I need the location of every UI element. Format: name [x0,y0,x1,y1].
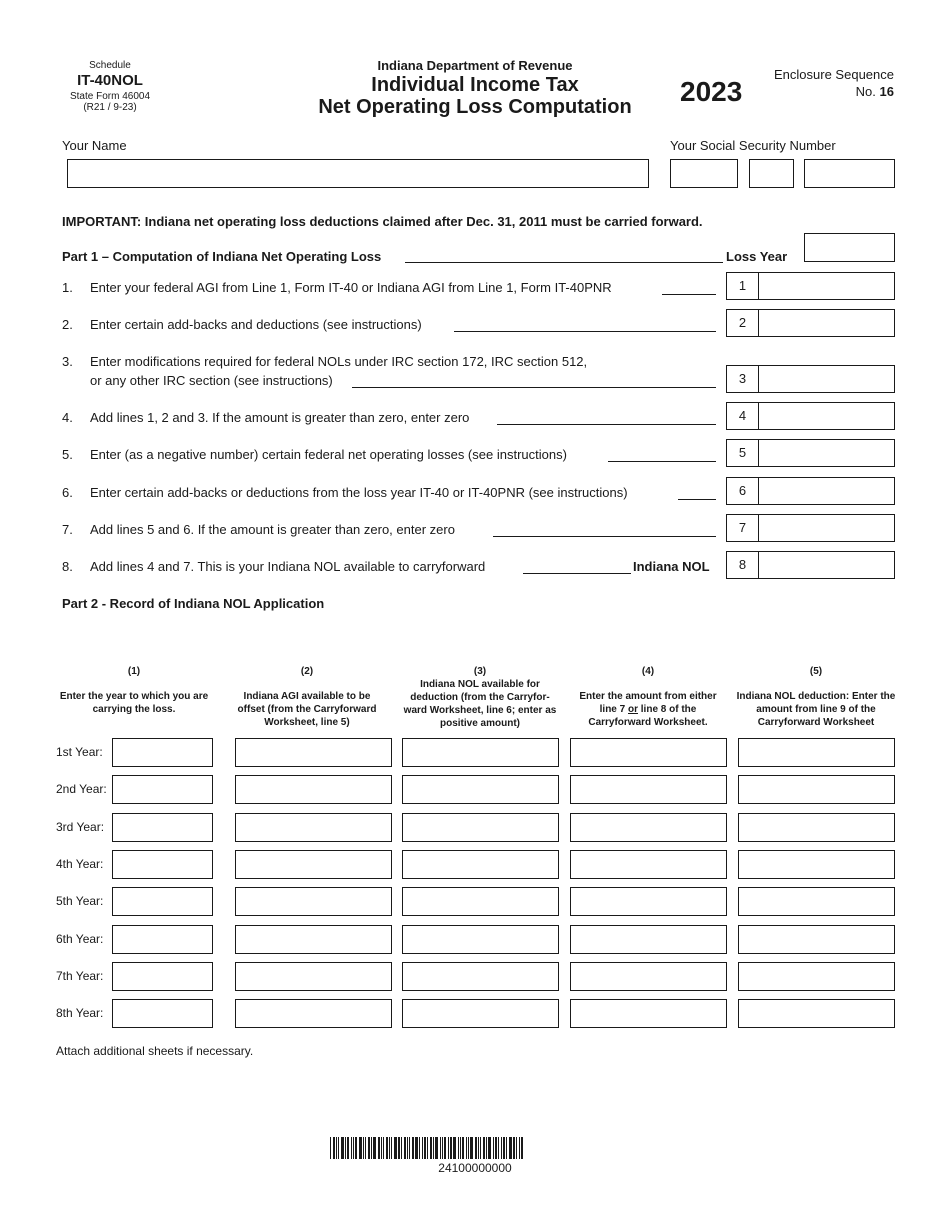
year-6-column-3-field[interactable] [402,925,559,954]
column-2-header [230,665,384,729]
year-5-column-2-field[interactable] [235,887,392,916]
year-2-column-3-field[interactable] [402,775,559,804]
barcode-bar [509,1137,512,1159]
line-7-box-number: 7 [726,514,759,542]
barcode-bar [488,1137,491,1159]
year-5-column-4-field[interactable] [570,887,727,916]
barcode-bar [466,1137,467,1159]
line-1-amount-field[interactable] [759,272,895,300]
ssn-field-part3[interactable] [804,159,895,188]
column-4-text-b: line 8 of the Carryforward Worksheet. [588,704,708,728]
year-6-column-2-field[interactable] [235,925,392,954]
column-4-number: (4) [641,666,655,677]
column-5-header [736,665,896,729]
barcode-number: 24100000000 [438,1161,512,1175]
barcode-bar [363,1137,364,1159]
barcode-bar [435,1137,438,1159]
schedule-label: Schedule [89,60,131,71]
year-8-column-3-field[interactable] [402,999,559,1028]
barcode-bar [398,1137,400,1159]
line-3-text-continued: or any other IRC section (see instructions) [90,373,333,388]
year-4-column-2-field[interactable] [235,850,392,879]
barcode-bar [480,1137,481,1159]
tax-year: 2023 [680,76,743,107]
form-revision: (R21 / 9-23) [83,102,137,113]
year-3-column-4-field[interactable] [570,813,727,842]
barcode-bar [391,1137,392,1159]
barcode-bar [368,1137,370,1159]
year-1-column-3-field[interactable] [402,738,559,767]
form-title-line1: Individual Income Tax [371,74,579,96]
year-row-label: 6th Year: [56,931,104,946]
year-4-column-4-field[interactable] [570,850,727,879]
barcode-bar [442,1137,443,1159]
line-5-amount-field[interactable] [759,439,895,467]
your-name-field[interactable] [67,159,649,188]
barcode-bar [478,1137,479,1159]
line-3-amount-field[interactable] [759,365,895,393]
year-row-label: 2nd Year: [56,782,107,797]
barcode-bar [409,1137,410,1159]
part1-title: Part 1 – Computation of Indiana Net Operating Loss [62,249,382,264]
line-8-text: Add lines 4 and 7. This is your Indiana NOL available to carryforward [90,559,486,574]
barcode-bar [506,1137,507,1159]
line-7-text: Add lines 5 and 6. If the amount is greater than zero, enter zero [90,522,455,537]
year-6-column-5-field[interactable] [738,925,895,954]
year-4-column-3-field[interactable] [402,850,559,879]
year-6-column-1-field[interactable] [112,925,213,954]
column-1-number: (1) [127,666,141,677]
department-name: Indiana Department of Revenue [377,58,573,73]
barcode-bar [401,1137,402,1159]
line-6-amount-field[interactable] [759,477,895,505]
barcode-bar [415,1137,418,1159]
year-2-column-5-field[interactable] [738,775,895,804]
line-6-text: Enter certain add-backs or deductions from the loss year IT-40 or IT-40PNR (see instructions) [90,485,628,500]
year-row-label: 7th Year: [56,968,104,983]
line-7-leader [493,536,716,537]
barcode-bar [444,1137,446,1159]
year-2-column-2-field[interactable] [235,775,392,804]
barcode-bar [493,1137,494,1159]
line-1-number: 1. [62,280,73,295]
barcode-bar [495,1137,497,1159]
year-7-column-1-field[interactable] [112,962,213,991]
ssn-label: Your Social Security Number [670,138,836,153]
barcode-bar [501,1137,502,1159]
year-1-column-1-field[interactable] [112,738,213,767]
column-1-header [56,665,212,716]
barcode-bar [359,1137,362,1159]
barcode-bar [383,1137,384,1159]
barcode-bar [427,1137,428,1159]
year-row-label: 5th Year: [56,894,104,909]
year-7-column-5-field[interactable] [738,962,895,991]
barcode-bar [381,1137,382,1159]
line-5-text: Enter (as a negative number) certain federal net operating losses (see instructions) [90,447,567,462]
barcode-bar [407,1137,408,1159]
column-4-text-a: Enter the amount from either line 7 [579,691,717,715]
barcode-bar [373,1137,376,1159]
line-1-box-number: 1 [726,272,759,300]
line-8-number: 8. [62,559,73,574]
column-2-number: (2) [300,666,314,677]
year-1-column-2-field[interactable] [235,738,392,767]
important-notice: IMPORTANT: Indiana net operating loss deductions claimed after Dec. 31, 2011 must be carried forward. [62,214,703,229]
year-5-column-5-field[interactable] [738,887,895,916]
barcode-bar [371,1137,372,1159]
barcode-bar [345,1137,346,1159]
loss-year-field[interactable] [804,233,895,262]
year-1-column-5-field[interactable] [738,738,895,767]
line-2-box-number: 2 [726,309,759,337]
year-row-label: 4th Year: [56,856,104,871]
column-5-text: Indiana NOL deduction: Enter the amount from line 9 of the Carryforward Worksheet [736,691,896,728]
line-3-leader [352,387,716,388]
line-2-amount-field[interactable] [759,309,895,337]
barcode-bar [440,1137,441,1159]
year-3-column-3-field[interactable] [402,813,559,842]
line-7-number: 7. [62,522,73,537]
line-7-amount-field[interactable] [759,514,895,542]
barcode-bar [498,1137,499,1159]
barcode-bar [483,1137,485,1159]
barcode-bar [355,1137,357,1159]
line-2-number: 2. [62,317,73,332]
ssn-field-part2[interactable] [749,159,794,188]
year-4-column-5-field[interactable] [738,850,895,879]
column-1-text: Enter the year to which you are carrying the loss. [59,691,209,715]
line-3-number: 3. [62,354,73,369]
enclosure-no-label: No. [855,84,876,99]
barcode-bar [475,1137,477,1159]
column-4-header [570,665,726,729]
barcode-bar [424,1137,426,1159]
column-3-header [402,665,558,730]
form-code: IT-40NOL [77,72,143,89]
barcode-bar [453,1137,456,1159]
line-4-leader [497,424,716,425]
line-2-text: Enter certain add-backs and deductions (see instructions) [90,317,422,332]
barcode-bar [430,1137,432,1159]
barcode-bar [516,1137,517,1159]
form-title-line2: Net Operating Loss Computation [318,96,632,118]
line-4-number: 4. [62,410,73,425]
line-2-leader [454,331,716,332]
state-form-number: State Form 46004 [69,91,151,102]
barcode-bar [353,1137,354,1159]
barcode-bar [462,1137,464,1159]
barcode-bar [460,1137,461,1159]
column-4-text [570,690,726,729]
year-8-column-2-field[interactable] [235,999,392,1028]
loss-year-label: Loss Year [726,249,788,264]
line-8-leader [523,573,631,574]
year-7-column-3-field[interactable] [402,962,559,991]
year-7-column-2-field[interactable] [235,962,392,991]
barcode-bar [503,1137,505,1159]
year-3-column-1-field[interactable] [112,813,213,842]
year-2-column-4-field[interactable] [570,775,727,804]
line-6-leader [678,499,716,500]
year-8-column-5-field[interactable] [738,999,895,1028]
part2-title: Part 2 - Record of Indiana NOL Application [62,596,325,611]
barcode-bar [341,1137,344,1159]
line-3-text: Enter modifications required for federal NOLs under IRC section 172, IRC section 512, [90,354,588,369]
line-3-box-number: 3 [726,365,759,393]
barcode-bar [412,1137,414,1159]
line-8-indiana-nol-label: Indiana NOL [633,559,710,574]
enclosure-sequence-label: Enclosure Sequence [774,67,894,82]
form-barcode [330,1137,620,1159]
barcode-bar [386,1137,388,1159]
part1-title-rule [405,262,723,263]
barcode-bar [336,1137,337,1159]
barcode-bar [519,1137,520,1159]
line-1-text: Enter your federal AGI from Line 1, Form IT-40 or Indiana AGI from Line 1, Form IT-40PNR [90,280,612,295]
year-row-label: 1st Year: [56,745,103,759]
year-3-column-5-field[interactable] [738,813,895,842]
line-1-leader [662,294,716,295]
line-4-box-number: 4 [726,402,759,430]
barcode-bar [347,1137,349,1159]
barcode-bar [513,1137,515,1159]
barcode-bar [468,1137,469,1159]
year-8-column-4-field[interactable] [570,999,727,1028]
year-2-column-1-field[interactable] [112,775,213,804]
year-6-column-4-field[interactable] [570,925,727,954]
barcode-bar [521,1137,523,1159]
barcode-bar [394,1137,397,1159]
line-6-box-number: 6 [726,477,759,505]
line-4-text: Add lines 1, 2 and 3. If the amount is greater than zero, enter zero [90,410,470,425]
line-5-box-number: 5 [726,439,759,467]
column-3-text: Indiana NOL available for deduction (from the Carryfor-ward Worksheet, line 6; enter as positive amount) [403,679,557,729]
column-3-number: (3) [473,666,487,677]
ssn-field-part1[interactable] [670,159,738,188]
barcode-bar [419,1137,420,1159]
column-4-text-or: or [628,704,638,715]
attach-sheets-note: Attach additional sheets if necessary. [56,1044,254,1058]
barcode-bar [330,1137,331,1159]
line-5-leader [608,461,716,462]
year-1-column-4-field[interactable] [570,738,727,767]
column-5-number: (5) [809,666,823,677]
year-4-column-1-field[interactable] [112,850,213,879]
year-row-label: 8th Year: [56,1006,104,1021]
enclosure-sequence-number [856,84,894,99]
barcode-bar [450,1137,452,1159]
line-8-box-number: 8 [726,551,759,579]
barcode-bar [378,1137,380,1159]
barcode-bar [448,1137,449,1159]
barcode-bar [404,1137,406,1159]
enclosure-no-value: 16 [879,84,894,99]
line-8-amount-field[interactable] [759,551,895,579]
barcode-bar [470,1137,473,1159]
year-8-column-1-field[interactable] [112,999,213,1028]
barcode-bar [333,1137,335,1159]
line-5-number: 5. [62,447,73,462]
barcode-bar [365,1137,366,1159]
year-3-column-2-field[interactable] [235,813,392,842]
year-5-column-3-field[interactable] [402,887,559,916]
barcode-bar [422,1137,423,1159]
barcode-bar [351,1137,352,1159]
year-7-column-4-field[interactable] [570,962,727,991]
barcode-bar [433,1137,434,1159]
barcode-bar [486,1137,487,1159]
barcode-bar [458,1137,459,1159]
line-6-number: 6. [62,485,73,500]
barcode-bar [338,1137,339,1159]
line-4-amount-field[interactable] [759,402,895,430]
year-row-label: 3rd Year: [56,819,105,834]
year-5-column-1-field[interactable] [112,887,213,916]
barcode-bar [389,1137,390,1159]
your-name-label: Your Name [62,138,127,153]
column-2-text: Indiana AGI available to be offset (from the Carryforward Worksheet, line 5) [237,691,377,728]
